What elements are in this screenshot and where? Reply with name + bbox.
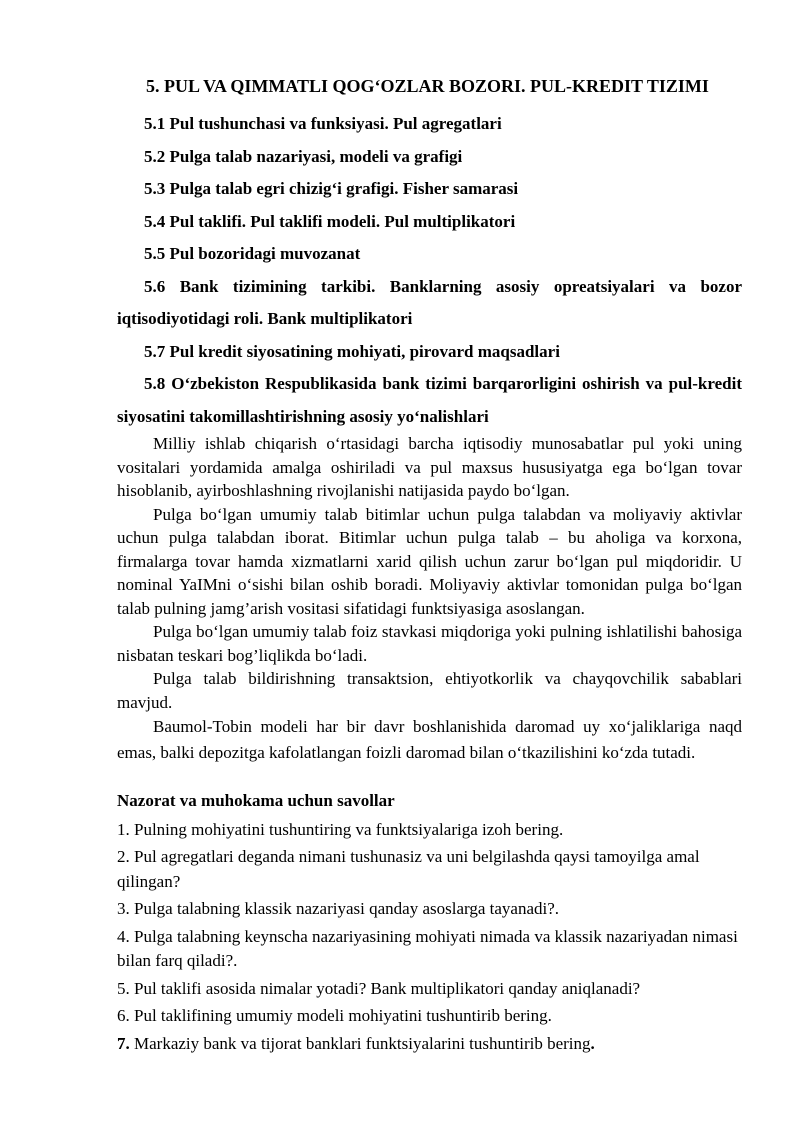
section-list (117, 108, 742, 433)
questions-heading: Nazorat va muhokama uchun savollar (117, 791, 395, 810)
question-item: 1. Pulning mohiyatini tushuntiring va funktsiyalariga izoh bering. (117, 819, 564, 839)
chapter-title: 5. PUL VA QIMMATLI QOGʻOZLAR BOZORI. PUL-KREDIT TIZIMI (146, 76, 709, 96)
question-number: 7. (117, 1033, 130, 1053)
section-heading: 5.6 Bank tizimining tarkibi. Banklarning asosiy opreatsiyalari va bozor iqtisodiyotidagi roli. Bank multiplikatori (117, 276, 742, 328)
section-heading: 5.8 Oʻzbekiston Respublikasida bank tizimi barqarorligini oshirish va pul-kredit siyosatini takomillashtirishning asosiy yoʻnalishlari (117, 374, 742, 426)
section-heading: 5.5 Pul bozoridagi muvozanat (144, 244, 361, 263)
question-item: 6. Pul taklifining umumiy modeli mohiyatini tushuntirib bering. (117, 1006, 552, 1025)
question-item: 2. Pul agregatlari deganda nimani tushunasiz va uni belgilashda qaysi tamoyilga amal qilingan? (117, 847, 700, 891)
section-heading: 5.4 Pul taklifi. Pul taklifi modeli. Pul multiplikatori (144, 211, 516, 231)
paragraph: Milliy ishlab chiqarish oʻrtasidagi barcha iqtisodiy munosabatlar pul yoki uning vositalari yordamida amalga oshiriladi va pul maxsus hususiyatga ega boʻlgan tovar hisoblanib, ayirboshlashning rivojlanishi natijasida paydo boʻlgan. (117, 434, 742, 500)
paragraph: Pulga talab bildirishning transaktsion, ehtiyotkorlik va chayqovchilik sabablari mavjud. (117, 669, 742, 712)
questions-section (117, 789, 757, 1059)
question-item: 3. Pulga talabning klassik nazariyasi qanday asoslarga tayanadi?. (117, 899, 560, 918)
section-heading: 5.7 Pul kredit siyosatining mohiyati, pirovard maqsadlari (144, 341, 560, 361)
question-item-last (117, 1032, 757, 1057)
paragraph: Baumol-Tobin modeli har bir davr boshlanishida daromad uy xoʻjaliklariga naqd emas, balki depozitga kafolatlangan foizli daromad bilan oʻtkazilishini koʻzda tutadi. (117, 717, 742, 762)
question-text: Markaziy bank va tijorat banklari funktsiyalarini tushuntirib bering (129, 1033, 591, 1053)
section-heading: 5.2 Pulga talab nazariyasi, modeli va grafigi (144, 146, 463, 166)
question-item: 4. Pulga talabning keynscha nazariyasining mohiyati nimada va klassik nazariyadan nimasi bilan farq qiladi?. (117, 926, 738, 970)
section-heading: 5.3 Pulga talab egri chizigʻi grafigi. Fisher samarasi (144, 179, 519, 198)
question-end: . (590, 1033, 595, 1053)
question-item: 5. Pul taklifi asosida nimalar yotadi? Bank multiplikatori qanday aniqlanadi? (117, 978, 641, 998)
section-heading: 5.1 Pul tushunchasi va funksiyasi. Pul agregatlari (144, 114, 502, 133)
paragraph: Pulga boʻlgan umumiy talab bitimlar uchun pulga talabdan va moliyaviy aktivlar uchun pulga talabdan iborat. Bitimlar uchun pulga talab – bu aholiga va korxona, firmalarga tovar hamda xizmatlarni xarid qilish uchun zarur boʻlgan pul miqdoridir. U nominal YaIMni oʻsishi bilan oshib boradi. Moliyaviy aktivlar tomonidan pulga boʻlgan talab pulning jamg’arish vositasi sifatidagi funktsiyasiga asoslangan. (117, 504, 742, 618)
body-text (117, 432, 742, 765)
paragraph: Pulga boʻlgan umumiy talab foiz stavkasi miqdoriga yoki pulning ishlatilishi bahosiga nisbatan teskari bog’liqlikda boʻladi. (117, 622, 742, 665)
